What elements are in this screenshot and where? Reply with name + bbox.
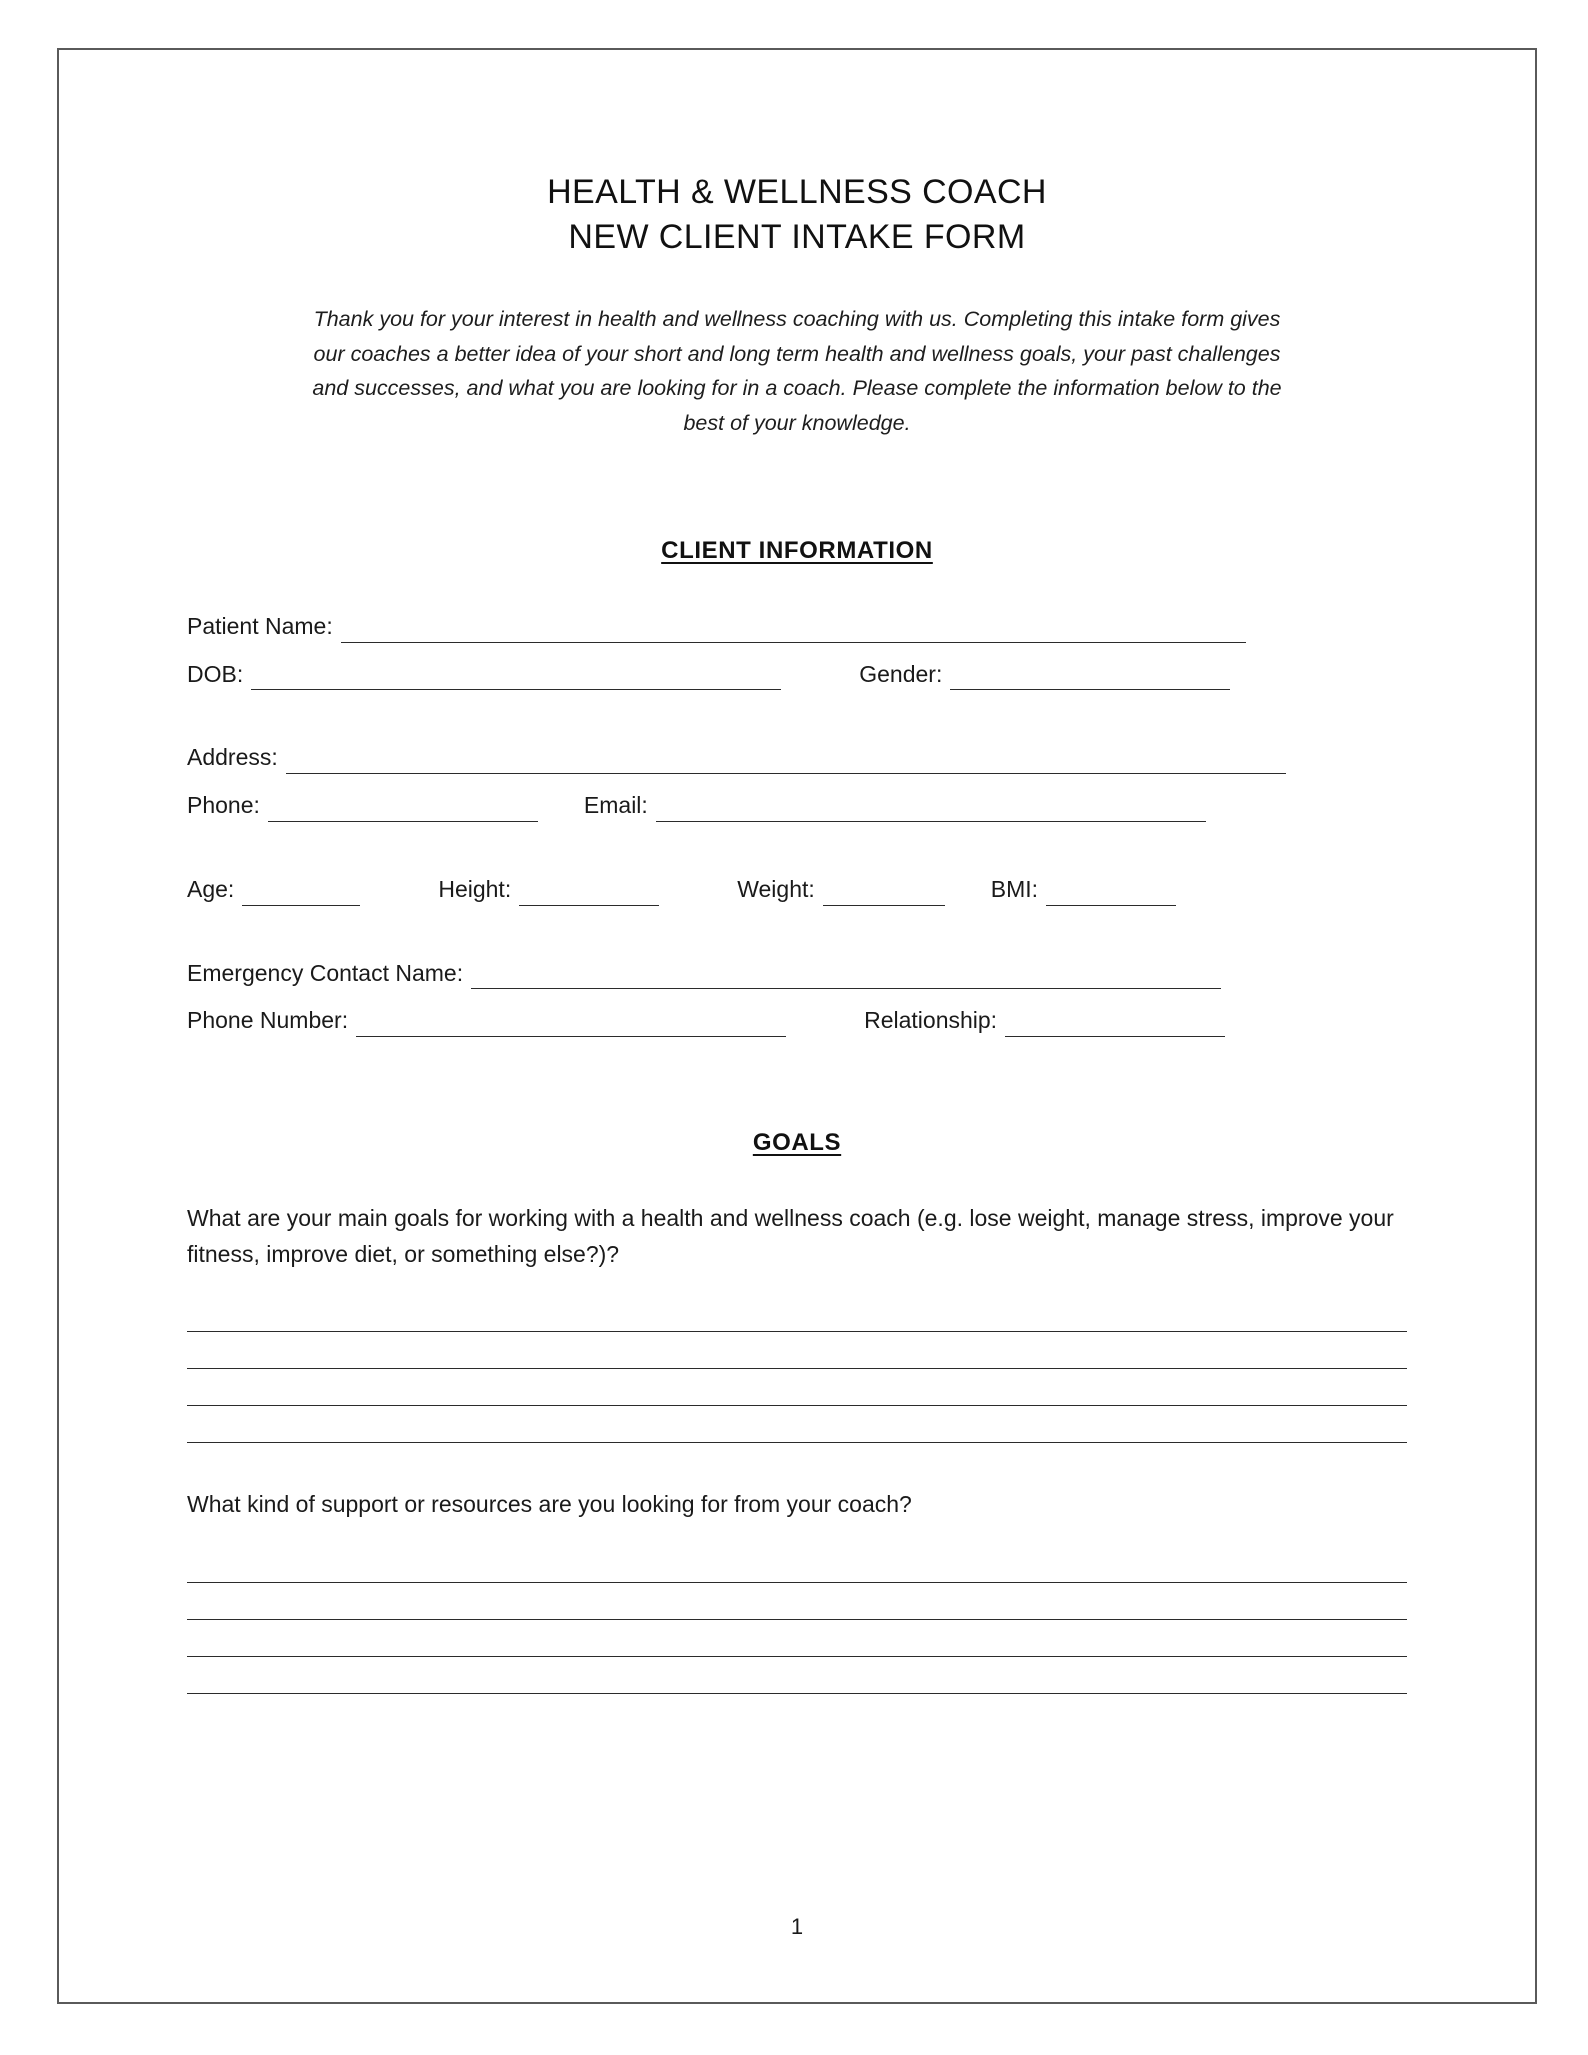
field-row-emergency-contact-name	[187, 952, 1407, 996]
input-dob[interactable]	[251, 689, 781, 690]
section-heading-goals: GOALS	[752, 1128, 842, 1156]
client-information-fields	[187, 605, 1407, 696]
question-main-goals: What are your main goals for working with a health and wellness coach (e.g. lose weight, manage stress, improve your fitness, improve diet, or something else?)?	[187, 1204, 1394, 1267]
input-email[interactable]	[656, 821, 1206, 822]
label-height: Height:	[438, 875, 512, 902]
input-height[interactable]	[519, 905, 659, 906]
input-gender[interactable]	[950, 689, 1230, 690]
field-row-emergency-phone-relationship	[187, 999, 1407, 1043]
input-emergency-phone-number[interactable]	[356, 1036, 786, 1037]
input-address[interactable]	[286, 773, 1286, 774]
label-patient-name: Patient Name:	[187, 613, 333, 640]
label-gender: Gender:	[859, 660, 943, 687]
field-row-address	[187, 736, 1407, 780]
answer-line[interactable]	[187, 1369, 1407, 1406]
page-number: 1	[790, 1914, 804, 1939]
answer-line[interactable]	[187, 1657, 1407, 1694]
answer-line[interactable]	[187, 1406, 1407, 1443]
answer-line[interactable]	[187, 1620, 1407, 1657]
answer-area-support-resources[interactable]	[187, 1546, 1407, 1694]
answer-line[interactable]	[187, 1332, 1407, 1369]
input-relationship[interactable]	[1005, 1036, 1225, 1037]
measurement-fields	[187, 868, 1407, 912]
answer-line[interactable]	[187, 1295, 1407, 1332]
input-patient-name[interactable]	[341, 642, 1246, 643]
emergency-contact-fields	[187, 952, 1407, 1043]
label-emergency-phone-number: Phone Number:	[187, 1007, 349, 1034]
label-address: Address:	[187, 744, 278, 771]
contact-fields	[187, 736, 1407, 827]
field-row-phone-email	[187, 784, 1407, 828]
section-heading-client-information: CLIENT INFORMATION	[661, 537, 933, 565]
field-row-measurements	[187, 868, 1407, 912]
page-sheet	[57, 48, 1537, 2004]
title-line-1: HEALTH & WELLNESS COACH	[547, 173, 1047, 211]
field-row-dob-gender	[187, 653, 1407, 697]
page-title	[187, 170, 1407, 260]
input-emergency-contact-name[interactable]	[471, 988, 1221, 989]
answer-line[interactable]	[187, 1546, 1407, 1583]
intro-paragraph: Thank you for your interest in health and wellness coaching with us. Completing this intake form gives our coaches a better idea of your short and long term health and wellness goals, your past challenges and successes, and what you are looking for in a coach. Please complete the information below to the best of your knowledge.	[312, 306, 1282, 436]
page-content	[187, 170, 1407, 1694]
label-emergency-contact-name: Emergency Contact Name:	[187, 959, 464, 986]
label-age: Age:	[187, 875, 235, 902]
question-support-resources: What kind of support or resources are you looking for from your coach?	[187, 1491, 912, 1518]
answer-line[interactable]	[187, 1583, 1407, 1620]
input-age[interactable]	[242, 905, 360, 906]
input-phone[interactable]	[268, 821, 538, 822]
field-row-patient-name	[187, 605, 1407, 649]
label-bmi: BMI:	[990, 875, 1039, 902]
input-bmi[interactable]	[1046, 905, 1176, 906]
label-dob: DOB:	[187, 660, 244, 687]
input-weight[interactable]	[823, 905, 945, 906]
title-line-2: NEW CLIENT INTAKE FORM	[568, 217, 1026, 256]
label-email: Email:	[583, 792, 648, 819]
label-relationship: Relationship:	[864, 1007, 998, 1034]
label-phone: Phone:	[187, 792, 260, 819]
label-weight: Weight:	[737, 875, 815, 902]
answer-area-main-goals[interactable]	[187, 1295, 1407, 1443]
